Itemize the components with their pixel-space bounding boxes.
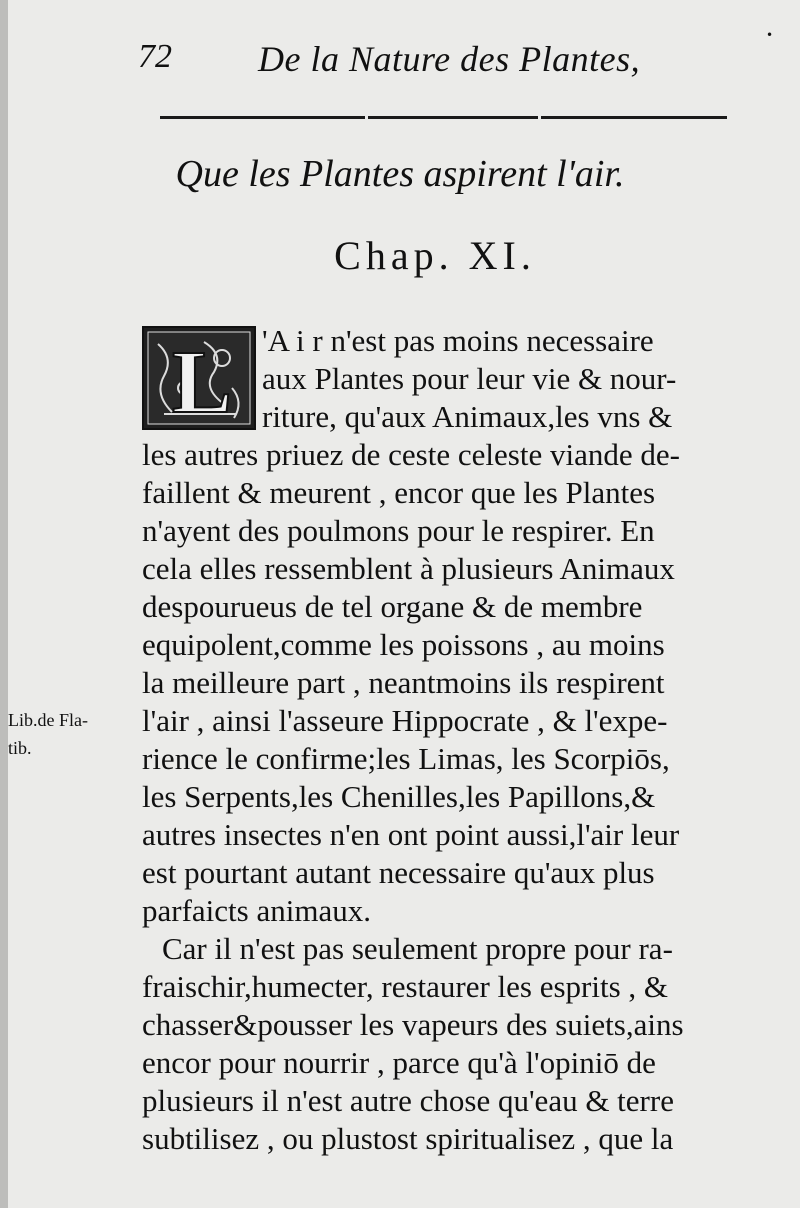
running-head: De la Nature des Plantes, (258, 39, 641, 79)
text-line: chasser&pousser les vapeurs des suiets,ains (142, 1007, 684, 1042)
text-line: les autres priuez de ceste celeste viande de- (142, 437, 680, 472)
page-number: 72 (138, 38, 172, 75)
margin-note-line: Lib.de Fla- (8, 710, 88, 730)
text-line: parfaicts animaux. (142, 893, 371, 928)
margin-note-line: tib. (8, 738, 32, 758)
drop-cap-letter: L (172, 333, 233, 428)
text-line: despourueus de tel organe & de membre (142, 589, 643, 624)
text-line: n'ayent des poulmons pour le respirer. En (142, 513, 655, 548)
text-line: les Serpents,les Chenilles,les Papillons,& (142, 779, 656, 814)
text-line: l'air , ainsi l'asseure Hippocrate , & l'expe- (142, 703, 668, 738)
header-rule-right (541, 116, 727, 119)
ornamental-initial (142, 326, 256, 430)
text-line: fraischir,humecter, restaurer les esprits , & (142, 969, 669, 1004)
text-line: plusieurs il n'est autre chose qu'eau & terre (142, 1083, 674, 1118)
text-line: faillent & meurent , encor que les Plantes (142, 475, 656, 510)
text-line: Car il n'est pas seulement propre pour ra- (162, 931, 673, 966)
header-rule-middle (368, 116, 538, 119)
text-line: 'A i r n'est pas moins necessaire (262, 323, 654, 358)
text-line: autres insectes n'en ont point aussi,l'air leur (142, 817, 680, 852)
corner-mark: • (766, 28, 774, 42)
text-line: est pourtant autant necessaire qu'aux plus (142, 855, 655, 890)
text-line: aux Plantes pour leur vie & nour- (262, 361, 677, 396)
page-header (138, 38, 758, 88)
text-line: subtilisez , ou plustost spiritualisez , que la (142, 1121, 674, 1156)
text-line: cela elles ressemblent à plusieurs Animaux (142, 551, 675, 586)
header-rule-left (160, 116, 365, 119)
text-line: encor pour nourrir , parce qu'à l'opiniō de (142, 1045, 656, 1080)
margin-note (8, 706, 88, 762)
chapter-title: Chap. XI. (334, 233, 536, 278)
text-line: la meilleure part , neantmoins ils respirent (142, 665, 665, 700)
text-line: riture, qu'aux Animaux,les vns & (262, 399, 673, 434)
text-line: rience le confirme;les Limas, les Scorpiōs, (142, 741, 670, 776)
text-line: equipolent,comme les poissons , au moins (142, 627, 665, 662)
section-title: Que les Plantes aspirent l'air. (175, 153, 625, 195)
ornament-icon (144, 328, 254, 428)
